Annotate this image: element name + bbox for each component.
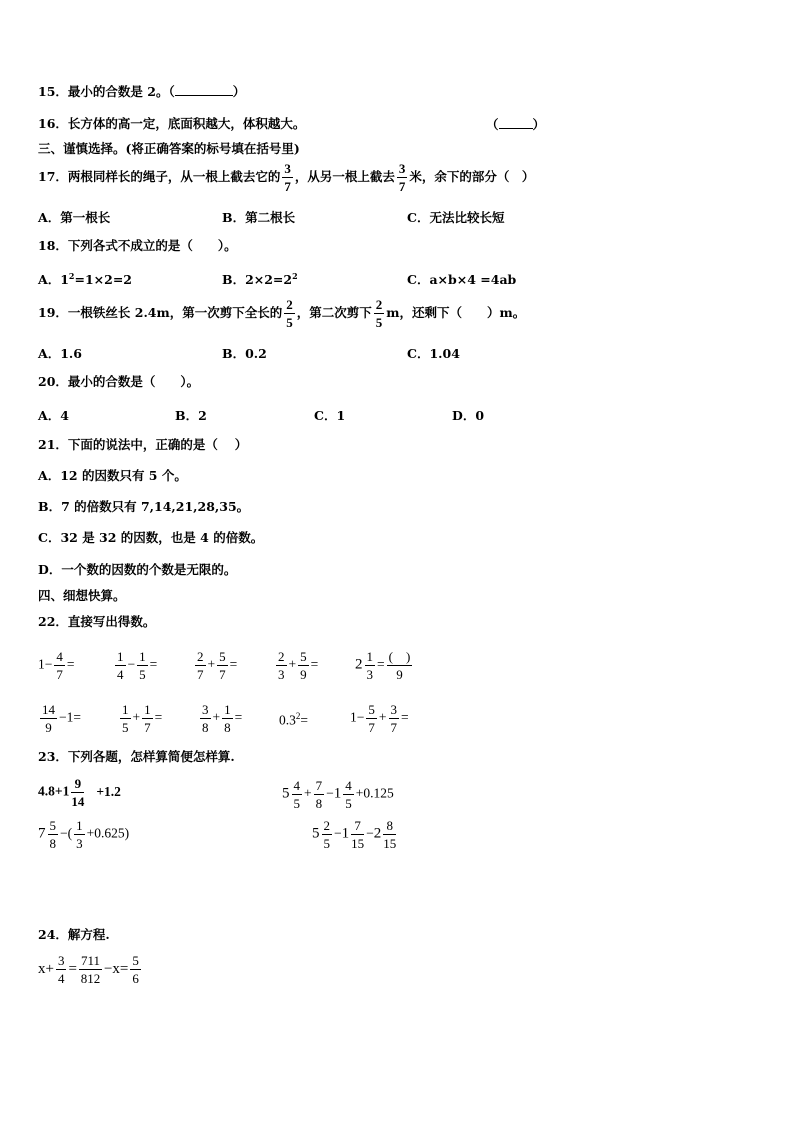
question-15: 15．最小的合数是 2。（ ） [38, 84, 246, 99]
fraction: $\frac{2}{5}$ [286, 297, 293, 330]
q21-option-b[interactable]: B．7 的倍数只有 7,14,21,28,35。 [38, 499, 250, 514]
q20-option-a[interactable]: A．4 [38, 408, 69, 423]
simplify-1: 4.8+1 $\frac{9}{14}$ +1.2 [38, 776, 121, 809]
calc-6: $\frac{14}{9}$ −1= [42, 702, 81, 735]
question-18: 18．下列各式不成立的是（ ）。 [38, 238, 237, 253]
fraction: $\frac{3}{7}$ [398, 161, 406, 194]
q21-option-c[interactable]: C．32 是 32 的因数，也是 4 的倍数。 [38, 530, 264, 545]
q18-option-b[interactable]: B．$2\times 2=2^2$ [222, 270, 298, 287]
question-23: 23．下列各题，怎样算简便怎样算. [38, 749, 235, 764]
calc-9: $0.3^2=$ [279, 711, 308, 728]
q18-option-c[interactable]: C．a×b×4 =4ab [407, 272, 517, 287]
calc-10: 1− $\frac{5}{7}$ + $\frac{3}{7}$ = [350, 702, 409, 735]
answer-blank[interactable] [175, 83, 233, 96]
section-4-heading: 四、细想快算。 [38, 588, 126, 603]
calc-7: $\frac{1}{5}$ + $\frac{1}{7}$ = [122, 702, 163, 735]
q20-option-c[interactable]: C．1 [314, 408, 346, 423]
q21-option-a[interactable]: A．12 的因数只有 5 个。 [38, 468, 187, 483]
fraction: $\frac{3}{7}$ [284, 161, 291, 194]
simplify-3: 7 $\frac{5}{8}$ −( $\frac{1}{3}$ +0.625) [38, 818, 130, 851]
calc-4: $\frac{2}{3}$ + $\frac{5}{9}$ = [278, 649, 319, 682]
calc-3: $\frac{2}{7}$ + $\frac{5}{7}$ = [197, 649, 238, 682]
question-17: 17．两根同样长的绳子，从一根上截去它的 $\frac{3}{7}$ ，从另一根上截去 $\frac{3}{7}$ 米，余下的部分（ ） [38, 161, 535, 194]
answer-blank[interactable] [499, 116, 533, 129]
q18-option-a[interactable]: A．$1^2=1\times 2=2$ [38, 270, 132, 287]
calc-2: $\frac{1}{4}$ − $\frac{1}{5}$ = [117, 649, 158, 682]
calc-1: 1− $\frac{4}{7}$ = [38, 649, 75, 682]
question-22: 22．直接写出得数。 [38, 614, 156, 629]
simplify-2: 5 $\frac{4}{5}$ + $\frac{7}{8}$ −1 $\frac{4}{5}$ +0.125 [282, 778, 394, 811]
q17-option-a[interactable]: A．第一根长 [38, 210, 111, 225]
equation: x+ $\frac{3}{4}$ = $\frac{711}{812}$ −x= $\frac{5}{6}$ [38, 953, 139, 986]
question-19: 19．一根铁丝长 2.4m，第一次剪下全长的 $\frac{2}{5}$ ，第二次剪下 $\frac{2}{5}$ m，还剩下（ ）m。 [38, 297, 526, 330]
calc-8: $\frac{3}{8}$ + $\frac{1}{8}$ = [202, 702, 243, 735]
fraction: $\frac{2}{5}$ [375, 297, 383, 330]
q19-option-a[interactable]: A．1.6 [38, 346, 82, 361]
q20-option-d[interactable]: D．0 [452, 408, 485, 423]
calc-5: 2 $\frac{1}{3}$ = $\frac{( )}{9}$ [355, 649, 411, 682]
answer-fraction[interactable]: $\frac{( )}{9}$ [388, 649, 411, 682]
q19-option-c[interactable]: C．1.04 [407, 346, 460, 361]
question-24: 24．解方程. [38, 927, 110, 942]
q20-option-b[interactable]: B．2 [175, 408, 207, 423]
q17-option-c[interactable]: C．无法比较长短 [407, 210, 505, 225]
q19-option-b[interactable]: B．0.2 [222, 346, 267, 361]
q17-option-b[interactable]: B．第二根长 [222, 210, 296, 225]
q21-option-d[interactable]: D．一个数的因数的个数是无限的。 [38, 562, 237, 577]
question-16: 16．长方体的高一定，底面积越大，体积越大。 [38, 116, 306, 131]
question-21: 21．下面的说法中，正确的是（ ） [38, 437, 248, 452]
simplify-4: 5 $\frac{2}{5}$ −1 $\frac{7}{15}$ −2 $\frac{8}{15}$ [312, 818, 397, 851]
question-16-answer: （ ） [486, 117, 546, 132]
section-3-heading: 三、谨慎选择。(将正确答案的标号填在括号里) [38, 141, 300, 156]
question-20: 20．最小的合数是（ ）。 [38, 374, 200, 389]
